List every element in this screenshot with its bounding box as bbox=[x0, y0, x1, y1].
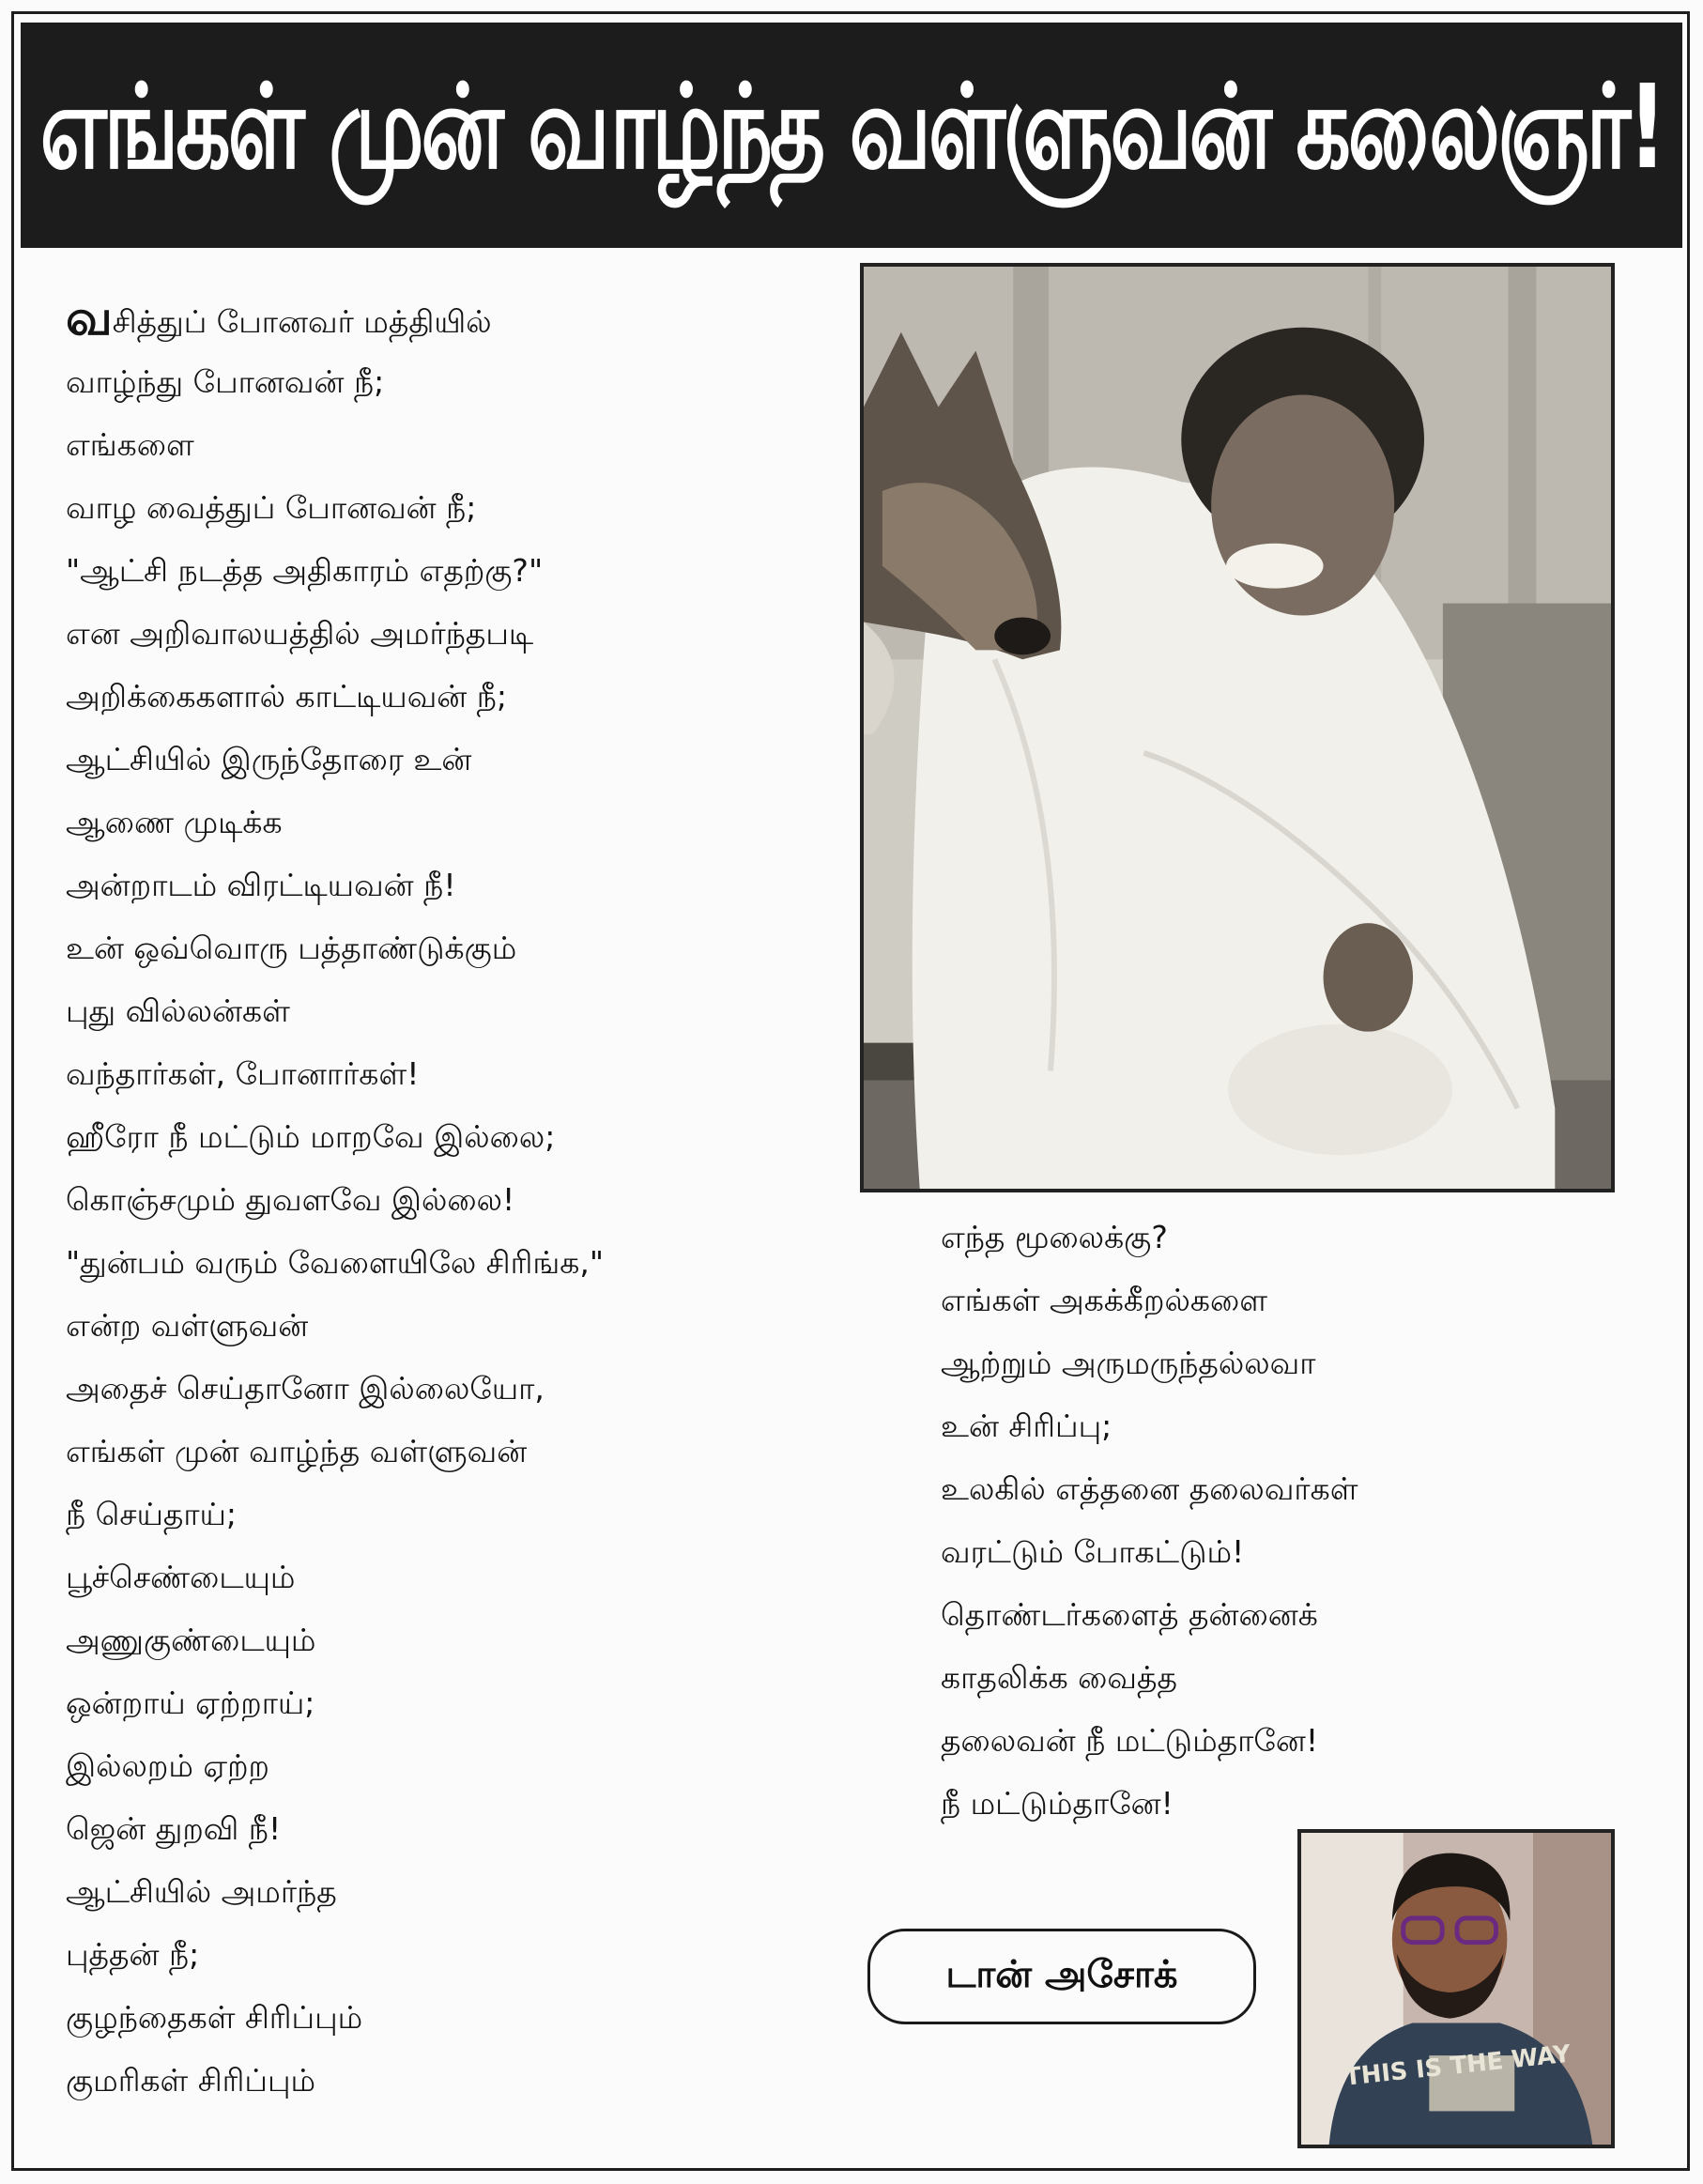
poem-line: குமரிகள் சிரிப்பும் bbox=[66, 2062, 316, 2099]
poem-right-column bbox=[941, 1206, 1358, 1835]
poem-line: வந்தார்கள், போனார்கள்! bbox=[66, 1055, 420, 1092]
poem-line bbox=[66, 287, 604, 350]
title-banner bbox=[21, 23, 1682, 248]
poem-line: என்ற வள்ளுவன் bbox=[66, 1307, 309, 1344]
poem-line: ஒன்றாய் ஏற்றாய்; bbox=[66, 1684, 315, 1721]
author-portrait-picture bbox=[1301, 1833, 1611, 2145]
tshirt-text: THIS IS THE WAY bbox=[1343, 2039, 1573, 2092]
photo-author bbox=[1297, 1829, 1615, 2148]
poem-line: ஆற்றும் அருமருந்தல்லவா bbox=[941, 1345, 1316, 1381]
photo-man-with-dog bbox=[860, 263, 1615, 1192]
poem-line: ஆணை முடிக்க bbox=[66, 804, 283, 840]
poem-line: காதலிக்க வைத்த bbox=[941, 1659, 1177, 1696]
poem-line: அணுகுண்டையும் bbox=[66, 1622, 316, 1658]
poem-line: ஹீரோ நீ மட்டும் மாறவே இல்லை; bbox=[66, 1118, 556, 1155]
man-with-dog-picture bbox=[864, 267, 1611, 1189]
poem-line: உன் சிரிப்பு; bbox=[941, 1407, 1112, 1444]
poem-line: வாழ்ந்து போனவன் நீ; bbox=[66, 363, 385, 400]
poem-line: என அறிவாலயத்தில் அமர்ந்தபடி bbox=[66, 615, 534, 652]
page-title: எங்கள் முன் வாழ்ந்த வள்ளுவன் கலைஞர்! bbox=[39, 60, 1664, 195]
poem-line: புத்தன் நீ; bbox=[66, 1936, 200, 1973]
poem-line: உன் ஒவ்வொரு பத்தாண்டுக்கும் bbox=[66, 930, 517, 966]
poem-line: நீ செய்தாய்; bbox=[66, 1496, 238, 1532]
poem-line: எங்களை bbox=[66, 426, 194, 463]
poem-line: எங்கள் அகக்கீறல்களை bbox=[941, 1282, 1267, 1318]
author-name: டான் அசோக் bbox=[945, 1952, 1178, 1996]
poem-line: வாழ வைத்துப் போனவன் நீ; bbox=[66, 489, 477, 526]
poem-line: இல்லறம் ஏற்ற bbox=[66, 1747, 269, 1784]
poem-line: "ஆட்சி நடத்த அதிகாரம் எதற்கு?" bbox=[66, 552, 544, 589]
poem-line: எந்த மூலைக்கு? bbox=[941, 1219, 1168, 1255]
poem-line: ஆட்சியில் அமர்ந்த bbox=[66, 1873, 337, 1910]
first-line-text: சித்துப் போனவர் மத்தியில் bbox=[112, 303, 492, 340]
poem-line: ஜென் துறவி நீ! bbox=[66, 1810, 282, 1847]
poem-line: உலகில் எத்தனை தலைவர்கள் bbox=[941, 1470, 1358, 1507]
poem-line: நீ மட்டும்தானே! bbox=[941, 1785, 1174, 1822]
poem-line: ஆட்சியில் இருந்தோரை உன் bbox=[66, 741, 472, 777]
drop-cap: வ bbox=[66, 290, 113, 346]
poem-left-column bbox=[66, 287, 604, 2112]
poem-line: அறிக்கைகளால் காட்டியவன் நீ; bbox=[66, 678, 508, 715]
poem-line: அன்றாடம் விரட்டியவன் நீ! bbox=[66, 867, 456, 903]
poem-line: வரட்டும் போகட்டும்! bbox=[941, 1533, 1245, 1570]
poem-line: எங்கள் முன் வாழ்ந்த வள்ளுவன் bbox=[66, 1433, 528, 1469]
poem-line: கொஞ்சமும் துவளவே இல்லை! bbox=[66, 1181, 515, 1218]
author-name-box bbox=[867, 1929, 1256, 2024]
poem-line: பூச்செண்டையும் bbox=[66, 1559, 296, 1595]
poem-line: அதைச் செய்தானோ இல்லையோ, bbox=[66, 1370, 545, 1407]
poem-line: குழந்தைகள் சிரிப்பும் bbox=[66, 1999, 363, 2036]
poem-line: புது வில்லன்கள் bbox=[66, 992, 290, 1029]
poem-line: தலைவன் நீ மட்டும்தானே! bbox=[941, 1722, 1319, 1759]
poem-line: தொண்டர்களைத் தன்னைக் bbox=[941, 1596, 1318, 1633]
poem-line: "துன்பம் வரும் வேளையிலே சிரிங்க," bbox=[66, 1244, 605, 1281]
